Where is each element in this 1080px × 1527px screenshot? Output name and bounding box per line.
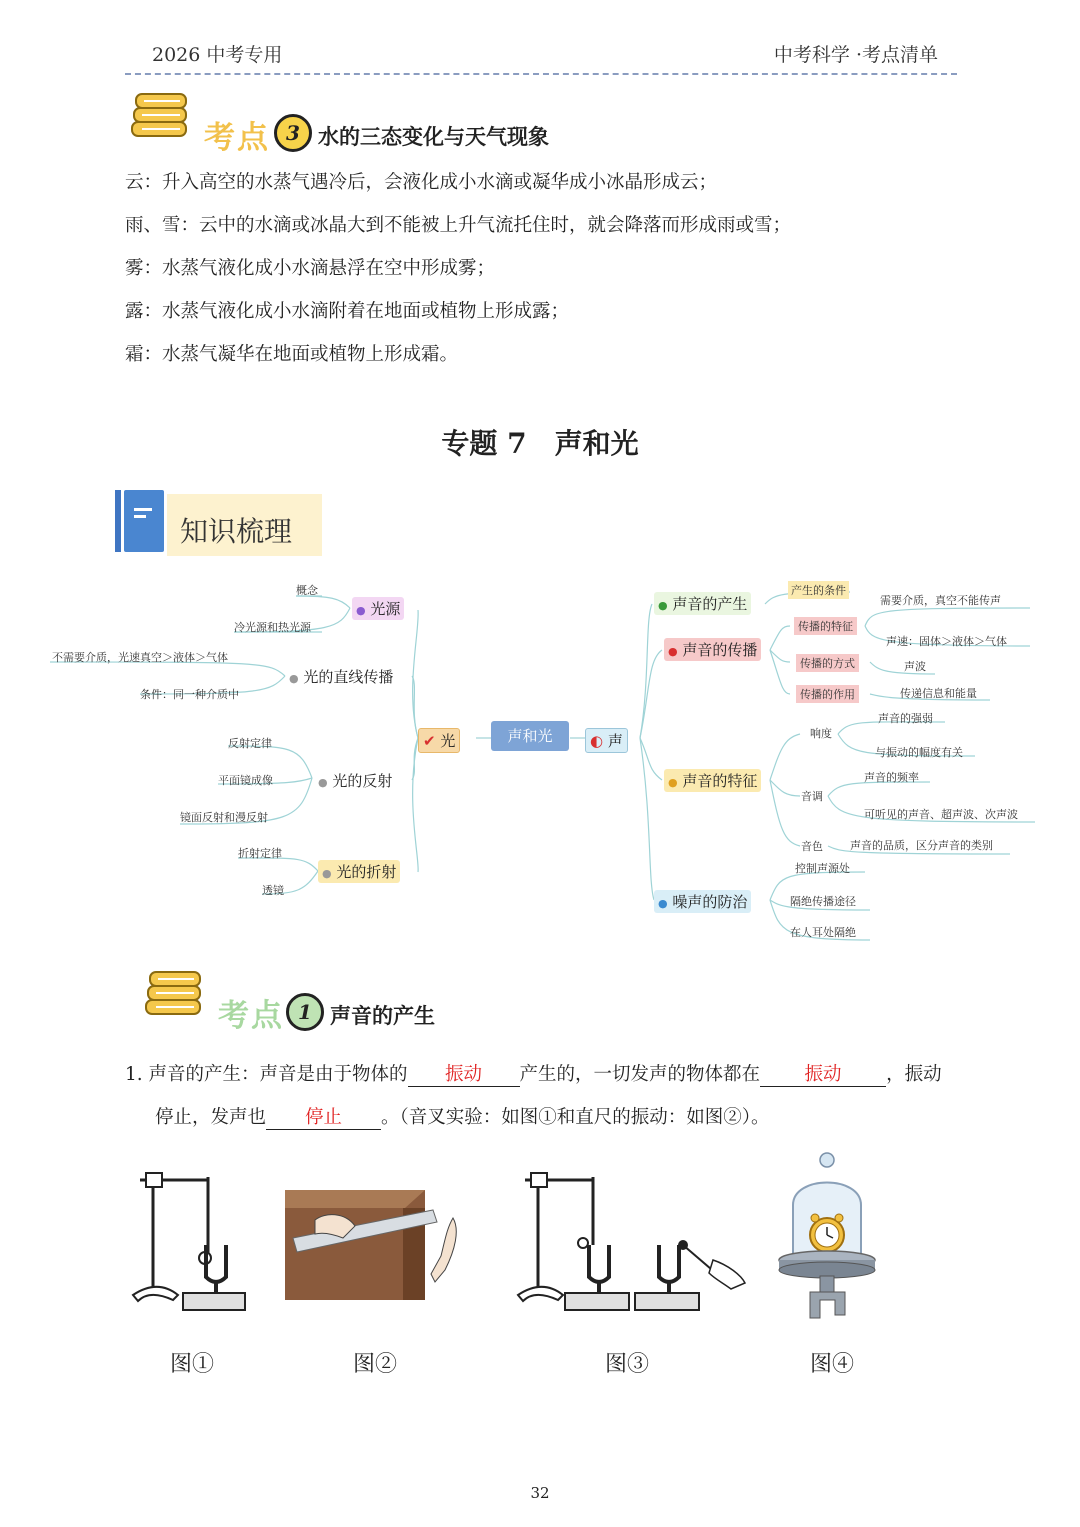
figure-2-ruler: [285, 1190, 485, 1300]
tag-icon: ●: [668, 776, 678, 789]
branch-sound-chars: ● 声音的特征: [664, 769, 761, 792]
branch-sound-spread: ● 声音的传播: [664, 638, 761, 661]
weather-line-dew: 露：水蒸气液化成小水滴附着在地面或植物上形成露；: [125, 301, 570, 322]
figure-label-1: 图①: [170, 1352, 215, 1377]
answer-blank-1[interactable]: 振动: [408, 1060, 520, 1087]
leaf-refraction-law: 折射定律: [238, 847, 282, 860]
mindmap-light-root: ✔ 光: [418, 728, 460, 753]
branch-light-refract: ● 光的折射: [318, 860, 400, 883]
leaf-specular-diffuse: 镜面反射和漫反射: [180, 811, 268, 824]
knowledge-title: 知识梳理: [180, 515, 293, 548]
leaf-same-medium: 条件：同一种介质中: [140, 688, 239, 701]
tag-icon: ●: [318, 776, 328, 789]
weather-line-frost: 霜：水蒸气凝华在地面或植物上形成霜。: [125, 344, 459, 365]
kaodian-number: 3: [274, 114, 312, 152]
kaodian-title: 水的三态变化与天气现象: [318, 125, 549, 149]
leaf-sound-wave: 声波: [904, 660, 926, 673]
halfcircle-icon: ◐: [590, 732, 604, 750]
leaf-noise-path: 隔绝传播途径: [790, 895, 856, 908]
weather-line-fog: 雾：水蒸气液化成小水滴悬浮在空中形成雾；: [125, 258, 496, 279]
books-icon: [128, 88, 192, 144]
leaf-loudness-a: 声音的强弱: [878, 712, 933, 725]
answer-blank-3[interactable]: 停止: [266, 1103, 381, 1130]
tag-icon: ●: [289, 672, 299, 685]
figure-3-resonance: [513, 1165, 748, 1315]
leaf-noise-source: 控制声源处: [795, 862, 850, 875]
branch-sound-noise: ● 噪声的防治: [654, 890, 751, 913]
branch-light-source: ● 光源: [352, 597, 404, 620]
question-1-line2: 停止，发声也 停止 。（音叉实验：如图①和直尺的振动：如图②）。: [155, 1103, 770, 1130]
question-1-line1: 1. 声音的产生：声音是由于物体的 振动 产生的，一切发声的物体都在 振动 ，振动: [125, 1060, 942, 1087]
leaf-pitch-a: 声音的频率: [864, 771, 919, 784]
tag-icon: ●: [322, 867, 332, 880]
mindmap-center: 声和光: [491, 721, 569, 751]
chapter-title: 专题 7 声和光: [441, 427, 639, 460]
notebook-icon: [124, 490, 164, 552]
tag-icon: ●: [668, 645, 678, 658]
kaodian-badge: 考点: [204, 120, 270, 156]
mindmap-lines: [0, 570, 1080, 950]
leaf-loudness: 响度: [810, 727, 832, 740]
leaf-info-energy: 传递信息和能量: [900, 687, 977, 700]
header-right: 中考科学 ·考点清单: [773, 44, 938, 66]
figure-label-2: 图②: [353, 1352, 398, 1377]
knowledge-banner: [115, 490, 323, 556]
leaf-timbre: 音色: [801, 840, 823, 853]
kaodian-number: 1: [286, 993, 324, 1031]
mindmap-sound-root: ◐ 声: [585, 728, 628, 753]
leaf-need-medium: 需要介质，真空不能传声: [880, 594, 1001, 607]
books-icon: [142, 966, 206, 1022]
branch-sound-produce: ● 声音的产生: [654, 592, 751, 615]
leaf-reflection-law: 反射定律: [228, 737, 272, 750]
branch-light-reflect: ● 光的反射: [318, 772, 393, 790]
leaf-sound-speed: 声速：固体＞液体＞气体: [886, 635, 1007, 648]
answer-blank-2[interactable]: 振动: [760, 1060, 886, 1087]
leaf-lens: 透镜: [262, 884, 284, 897]
branch-light-straight: ● 光的直线传播: [289, 668, 394, 686]
weather-line-rain: 雨、雪：云中的水滴或冰晶大到不能被上升气流托住时，就会降落而形成雨或雪；: [125, 215, 792, 236]
tag-icon: ●: [658, 599, 668, 612]
header-divider: [125, 73, 957, 75]
tag-icon: ●: [658, 897, 668, 910]
leaf-no-medium: 不需要介质，光速真空＞液体＞气体: [52, 651, 228, 664]
leaf-concept: 概念: [296, 584, 318, 597]
leaf-pitch-b: 可听见的声音、超声波、次声波: [864, 808, 1018, 821]
page-number: 32: [530, 1484, 550, 1502]
leaf-spread-way: 传播的方式: [796, 654, 859, 672]
leaf-produce-condition: 产生的条件: [788, 581, 849, 599]
weather-line-cloud: 云：升入高空的水蒸气遇冷后，会液化成小水滴或凝华成小冰晶形成云；: [125, 172, 718, 193]
figure-label-4: 图④: [810, 1352, 855, 1377]
figure-label-3: 图③: [605, 1352, 650, 1377]
leaf-spread-use: 传播的作用: [796, 685, 859, 703]
kaodian-title: 声音的产生: [330, 1004, 435, 1028]
leaf-cold-hot-source: 冷光源和热光源: [234, 621, 311, 634]
leaf-pitch: 音调: [801, 790, 823, 803]
leaf-timbre-a: 声音的品质，区分声音的类别: [850, 839, 993, 852]
tag-icon: ●: [356, 604, 366, 617]
figure-1-tuning-fork: [128, 1165, 253, 1315]
leaf-plane-mirror: 平面镜成像: [218, 774, 273, 787]
leaf-noise-ear: 在人耳处隔绝: [790, 926, 856, 939]
leaf-spread-feature: 传播的特征: [794, 617, 857, 635]
figure-4-bell-jar: [775, 1150, 880, 1325]
check-icon: ✔: [423, 732, 436, 750]
leaf-loudness-b: 与振动的幅度有关: [875, 746, 963, 759]
header-left: 2026 中考专用: [152, 44, 283, 66]
kaodian-badge: 考点: [218, 998, 284, 1034]
